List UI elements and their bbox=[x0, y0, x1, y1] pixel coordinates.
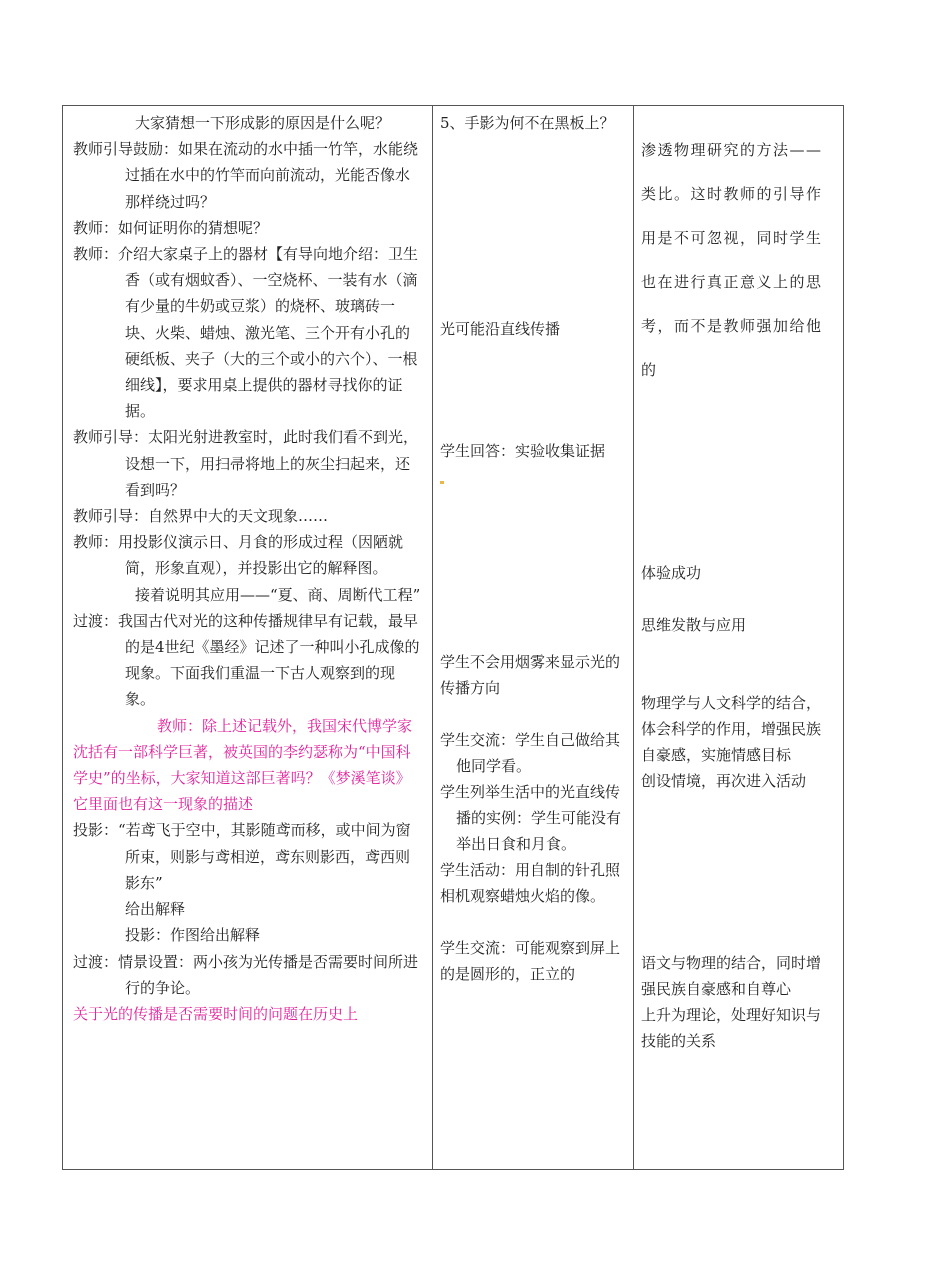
paragraph: 过渡：情景设置：两小孩为光传播是否需要时间所进行的争论。 bbox=[73, 952, 419, 997]
paragraph: 教师：介绍大家桌子上的器材【有导向地介绍：卫生香（或有烟蚊香）、一空烧杯、一装有水（滴有少量的牛奶或豆浆）的烧杯、玻璃砖一块、火柴、蜡烛、激光笔、三个开有小孔的硬纸板、夹子（大的三个或小的六个）、一根细线】，要求用桌上提供的器材寻找你的证据。 bbox=[73, 245, 419, 421]
paragraph: 接着说明其应用——“夏、商、周断代工程” bbox=[135, 585, 421, 604]
paragraph: 语文与物理的结合，同时增强民族自豪感和自尊心 bbox=[641, 954, 822, 998]
paragraph: 投影：“若鸢飞于空中，其影随鸢而移，或中间为窗所束，则影与鸢相逆，鸢东则影西，鸢西则影东” bbox=[73, 821, 411, 892]
paragraph: 学生不会用烟雾来显示光的传播方向 bbox=[440, 653, 621, 697]
paragraph: 学生交流：学生自己做给其他同学看。 bbox=[440, 731, 621, 775]
design-intent-column bbox=[633, 106, 843, 1054]
paragraph: 渗透物理研究的方法——类比。这时教师的引导作用是不可忽视，同时学生也在进行真正意义上的思考，而不是教师强加给他的 bbox=[641, 141, 823, 379]
paragraph: 教师引导鼓励：如果在流动的水中插一竹竿，水能绕过插在水中的竹竿而向前流动，光能否像水那样绕过吗？ bbox=[73, 140, 419, 211]
paragraph: 学生列举生活中的光直线传播的实例：学生可能没有举出日食和月食。 bbox=[440, 783, 622, 853]
student-activity-column bbox=[432, 106, 633, 987]
paragraph: 思维发散与应用 bbox=[641, 616, 747, 634]
paragraph-highlight: 教师：除上述记载外，我国宋代博学家沈括有一部科学巨著，被英国的李约瑟称为“中国科学史”的坐标，大家知道这部巨著吗？《梦溪笔谈》它里面也有这一现象的描述 bbox=[73, 716, 413, 814]
teacher-activity-column bbox=[63, 106, 432, 1027]
paragraph: 投影：作图给出解释 bbox=[125, 926, 261, 945]
paragraph: 光可能沿直线传播 bbox=[440, 320, 561, 338]
paragraph: 教师：如何证明你的猜想呢？ bbox=[73, 218, 269, 237]
edit-mark bbox=[440, 472, 627, 491]
paragraph-highlight: 关于光的传播是否需要时间的问题在历史上 bbox=[73, 1004, 359, 1023]
paragraph: 教师引导：太阳光射进教室时，此时我们看不到光，设想一下，用扫帚将地上的灰尘扫起来，还看到吗？ bbox=[73, 428, 419, 499]
paragraph: 上升为理论，处理好知识与技能的关系 bbox=[641, 1006, 822, 1050]
paragraph: 体验成功 bbox=[641, 564, 702, 582]
paragraph: 5、手影为何不在黑板上？ bbox=[440, 114, 615, 132]
paragraph: 物理学与人文科学的结合，体会科学的作用，增强民族自豪感，实施情感目标 bbox=[641, 694, 822, 764]
paragraph: 教师：用投影仪演示日、月食的形成过程（因陋就简，形象直观），并投影出它的解释图。 bbox=[73, 533, 404, 578]
paragraph: 学生交流：可能观察到屏上的是圆形的，正立的 bbox=[440, 939, 621, 983]
lesson-table bbox=[62, 105, 844, 1170]
paragraph: 学生回答：实验收集证据 bbox=[440, 442, 606, 460]
paragraph: 学生活动：用自制的针孔照相机观察蜡烛火焰的像。 bbox=[440, 861, 621, 905]
paragraph: 给出解释 bbox=[125, 900, 186, 919]
paragraph: 教师引导：自然界中大的天文现象…… bbox=[73, 507, 329, 526]
paragraph: 创设情境，再次进入活动 bbox=[641, 772, 807, 790]
paragraph: 大家猜想一下形成影的原因是什么呢？ bbox=[135, 114, 391, 132]
paragraph: 过渡：我国古代对光的这种传播规律早有记载，最早的是4世纪《墨经》记述了一种叫小孔成像的现象。下面我们重温一下古人观察到的现象。 bbox=[73, 611, 420, 709]
